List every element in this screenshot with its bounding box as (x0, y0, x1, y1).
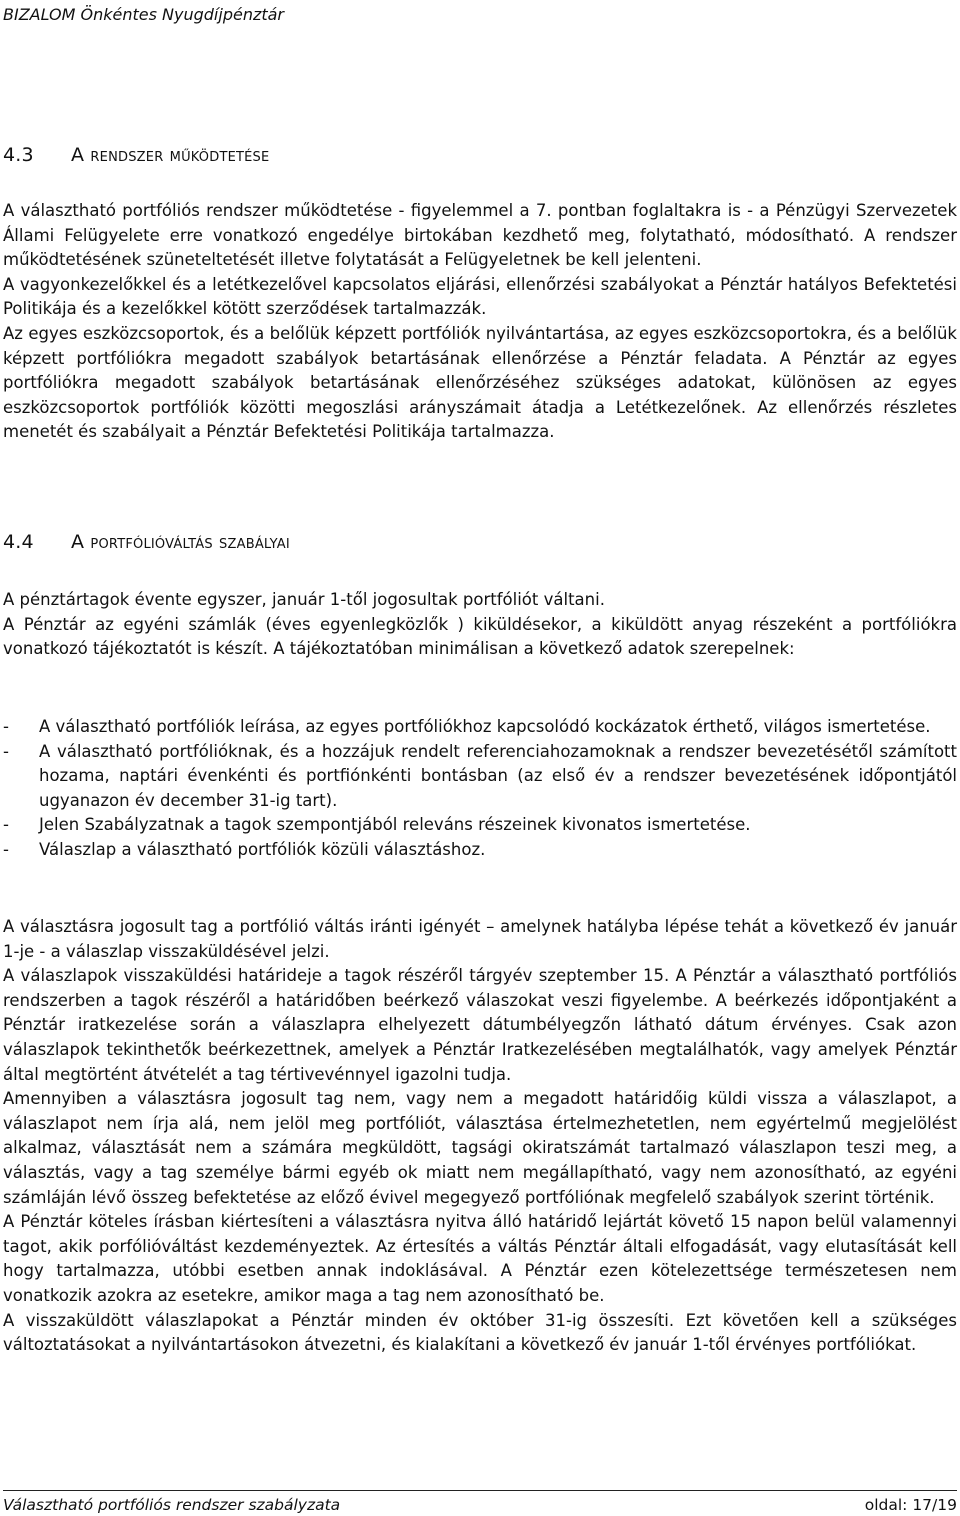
paragraph: A válaszlapok visszaküldési határideje a tagok részéről tárgyév szeptember 15. A Pénztár a választható portfóliós rendszerben a tagok részéről a határidőben beérkező válaszokat veszi figyelembe. A beérkezés időpontjaként a Pénztár iratkezelése során a válaszlapra elhelyezett dátumbélyegzőn látható dátum érvényes. Csak azon válaszlapok tekinthetők beérkezettnek, amelyek a Pénztár Iratkezelésében megtalálhatók, vagy amelyek Pénztár által megtörtént átvételét a tag tértivevénnyel igazolni tudja. (3, 966, 957, 1084)
paragraph: A visszaküldött válaszlapokat a Pénztár minden év október 31-ig összesíti. Ezt követően kell a szükséges változtatásokat a nyilvántartásokon átvezetni, és kialakítani a következő év január 1-től érvényes portfóliókat. (3, 1310, 957, 1355)
document-page (3, 0, 957, 1516)
section-title: A portfólióváltás szabályai (71, 531, 290, 553)
running-header: BIZALOM Önkéntes Nyugdíjpénztár (3, 5, 285, 24)
section-number: 4.4 (3, 531, 34, 553)
list-item: - Válaszlap a választható portfóliók közüli választáshoz. (3, 838, 957, 863)
list-dash: - (3, 717, 9, 736)
footer-document-title: Választható portfóliós rendszer szabályzata (3, 1496, 341, 1514)
paragraph: A pénztártagok évente egyszer, január 1-től jogosultak portfóliót váltani. (3, 590, 605, 609)
section-heading-4-4 (3, 530, 290, 554)
paragraph: Az egyes eszközcsoportok, és a belőlük képzett portfóliók nyilvántartása, az egyes eszközcsoportokra, és a belőlük képzett portfóliókra megadott szabályok betartásának ellenőrzése a Pénztár feladata. A Pénztár az egyes portfóliókra megadott szabályok betartásának ellenőrzéséhez szükséges adatokat, különösen az egyes eszközcsoportok portfóliók közötti megoszlási arányszámait átadja a Letétkezelőnek. Az ellenőrzés részletes menetét és szabályait a Pénztár Befektetési Politikája tartalmazza. (3, 323, 957, 442)
list-dash: - (3, 815, 9, 835)
page-footer (3, 1490, 957, 1515)
section-4-4-body (3, 915, 957, 1358)
info-list (3, 715, 957, 863)
page-number: oldal: 17/19 (864, 1496, 957, 1514)
paragraph: A Pénztár az egyéni számlák (éves egyenlegközlők ) kiküldésekor, a kiküldött anyag részeként a portfóliókra vonatkozó tájékoztatót is készít. A tájékoztatóban minimálisan a következő adatok szerepelnek: (3, 614, 957, 659)
section-4-4-intro (3, 588, 957, 662)
list-dash: - (3, 741, 9, 761)
paragraph: A vagyonkezelőkkel és a letétkezelővel kapcsolatos eljárási, ellenőrzési szabályokat a Pénztár hatályos Befektetési Politikája és a kezelőkkel kötött szerződések tartalmazzák. (3, 274, 957, 319)
paragraph: A választható portfóliós rendszer működtetése - figyelemmel a 7. pontban foglaltakra is - a Pénzügyi Szervezetek Állami Felügyelete erre vonatkozó engedélye birtokában kezdhető meg, folytatható, módosítható. A rendszer működtetésének szüneteltetését illetve folytatását a Felügyeletnek be kell jelenteni. (3, 201, 957, 270)
paragraph: Amennyiben a választásra jogosult tag nem, vagy nem a megadott határidőig küldi vissza a válaszlapot, a válaszlapot nem írja alá, nem jelöl meg portfóliót, választása értelmezhetetlen, nem egyértelmű megjelölést alkalmaz, választását nem a számára megküldött, tagsági okiratszámát tartalmazó válaszlapon teszi meg, a választás, vagy a tag személye bármi egyéb ok miatt nem megállapítható, vagy nem azonosítható, az egyéni számláján lévő összeg befektetése az előző évivel megegyező portfóliónak megfelelő szabályok szerint történik. (3, 1089, 957, 1207)
paragraph: A Pénztár köteles írásban kiértesíteni a választásra nyitva álló határidő lejártát követő 15 napon belül valamennyi tagot, akik porfólióváltást kezdeményeztek. Az értesítés a váltás Pénztár általi elfogadását, vagy elutasítását kell hogy tartalmazza, utóbbi esetben annak indoklásával. A Pénztár ezen kötelezettsége természetesen nem vonatkozik azokra az esetekre, amikor maga a tag nem azonosítható be. (3, 1212, 957, 1305)
list-item: - A választható portfólióknak, és a hozzájuk rendelt referenciahozamoknak a rendszer bevezetésétől számított hozama, naptári évenkénti és portfiónkénti bontásban (az első év a rendszer bevezetésének időpontjától ugyanazon év december 31-ig tart). (3, 741, 957, 810)
section-title: A rendszer működtetése (71, 144, 270, 166)
paragraph: A választásra jogosult tag a portfólió váltás iránti igényét – amelynek hatályba lépése tehát a következő év január 1-je - a válaszlap visszaküldésével jelzi. (3, 917, 957, 961)
list-item: - Jelen Szabályzatnak a tagok szempontjából releváns részeinek kivonatos ismertetése. (3, 813, 957, 838)
list-dash: - (3, 839, 9, 859)
section-heading-4-3 (3, 143, 269, 167)
section-4-3-body (3, 199, 957, 445)
section-number: 4.3 (3, 144, 34, 166)
list-item: - A választható portfóliók leírása, az egyes portfóliókhoz kapcsolódó kockázatok érthető, világos ismertetése. (3, 715, 957, 740)
